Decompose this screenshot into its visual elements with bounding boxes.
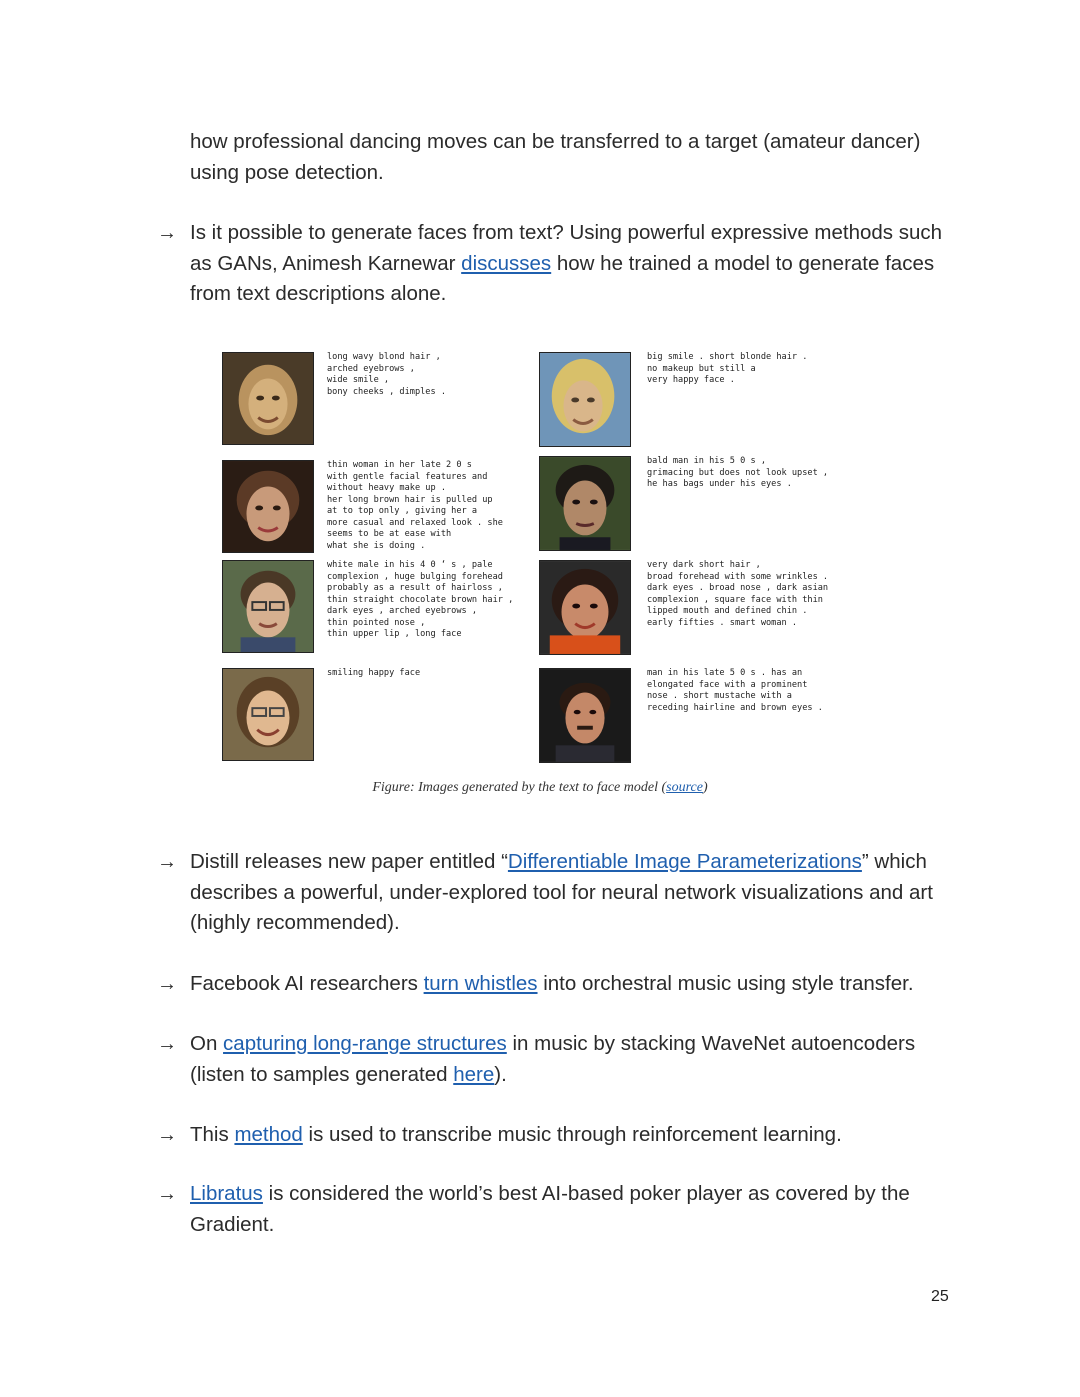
figure-caption-text: thin woman in her late 2 0 s with gentle facial features and without heavy make up . her long brown hair is pulled up at to top only , giving her a more casual and relaxed look . she seems to be at ease with what she is doing . <box>327 460 503 551</box>
arrow-icon: → <box>157 222 177 244</box>
bullet-text-whistles: Facebook AI researchers turn whistles into orchestral music using style transfer. <box>190 972 914 995</box>
link-capturing-long-range-structures[interactable]: capturing long-range structures <box>223 1032 507 1055</box>
figure-caption-text: bald man in his 5 0 s , grimacing but does not look upset , he has bags under his eyes . <box>647 456 829 489</box>
text-to-face-figure <box>222 352 862 764</box>
figure-cell <box>222 560 542 660</box>
bullet-text-distill: Distill releases new paper entitled “Differentiable Image Parameterizations” which describes a powerful, under-explored tool for neural network visualizations and art (highly recommended). <box>190 850 933 934</box>
figure-caption-text: white male in his 4 0 ‘ s , pale complexion , huge bulging forehead probably as a result of hairloss , thin straight chocolate brown hair , dark eyes , arched eyebrows , thin pointed nose , thin upper lip , long face <box>327 560 514 639</box>
bullet-text-libratus: Libratus is considered the world’s best AI-based poker player as covered by the Gradient. <box>190 1182 910 1236</box>
generated-face-image <box>222 668 314 761</box>
bullet-text-wavenet: On capturing long-range structures in music by stacking WaveNet autoencoders (listen to samples generated here). <box>190 1032 916 1086</box>
figure-caption-text: long wavy blond hair , arched eyebrows , wide smile , bony cheeks , dimples . <box>327 352 446 397</box>
figure-cell <box>539 668 859 768</box>
figure-caption-text: smiling happy face <box>327 668 421 678</box>
figure-caption-text: big smile . short blonde hair . no makeup but still a very happy face . <box>647 352 808 385</box>
arrow-icon: → <box>157 1033 177 1055</box>
page-number: 25 <box>931 1288 949 1305</box>
figure-cell <box>539 456 859 556</box>
arrow-icon: → <box>157 1183 177 1205</box>
intro-line-2: using pose detection. <box>190 160 384 184</box>
generated-face-image <box>539 560 631 655</box>
figure-cell <box>539 560 859 660</box>
link-method[interactable]: method <box>234 1123 303 1146</box>
link-discusses[interactable]: discusses <box>461 251 552 275</box>
arrow-icon: → <box>157 973 177 995</box>
generated-face-image <box>222 560 314 653</box>
arrow-icon: → <box>157 1124 177 1146</box>
figure-cell <box>222 668 542 768</box>
link-source[interactable]: source <box>666 780 703 795</box>
figure-caption-text: very dark short hair , broad forehead with some wrinkles . dark eyes . broad nose , dark asian complexion , square face with thin lipped mouth and defined chin . early fifties . smart woman . <box>647 560 829 628</box>
generated-face-image <box>539 456 631 551</box>
link-libratus[interactable]: Libratus <box>190 1182 263 1205</box>
arrow-icon: → <box>157 851 177 873</box>
link-here[interactable]: here <box>453 1062 495 1086</box>
figure-caption-text: man in his late 5 0 s . has an elongated face with a prominent nose . short mustache with a receding hairline and brown eyes . <box>647 668 823 713</box>
intro-paragraph <box>190 127 955 188</box>
figure-cell <box>222 352 542 452</box>
link-differentiable-image-parameterizations[interactable]: Differentiable Image Parameterizations <box>507 850 862 873</box>
figure-caption: Figure: Images generated by the text to face model (source) <box>372 780 708 795</box>
figure-cell <box>222 460 542 560</box>
generated-face-image <box>539 668 631 763</box>
generated-face-image <box>222 460 314 553</box>
bullet-text-transcribe: This method is used to transcribe music through reinforcement learning. <box>190 1123 842 1146</box>
figure-cell <box>539 352 859 452</box>
intro-line-1: how professional dancing moves can be transferred to a target (amateur dancer) <box>190 130 921 153</box>
link-turn-whistles[interactable]: turn whistles <box>423 972 538 995</box>
generated-face-image <box>222 352 314 445</box>
generated-face-image <box>539 352 631 447</box>
bullet-text-faces: Is it possible to generate faces from text? Using powerful expressive methods such as GANs, Animesh Karnewar discusses how he trained a model to generate faces from text descriptions alone. <box>190 221 943 305</box>
